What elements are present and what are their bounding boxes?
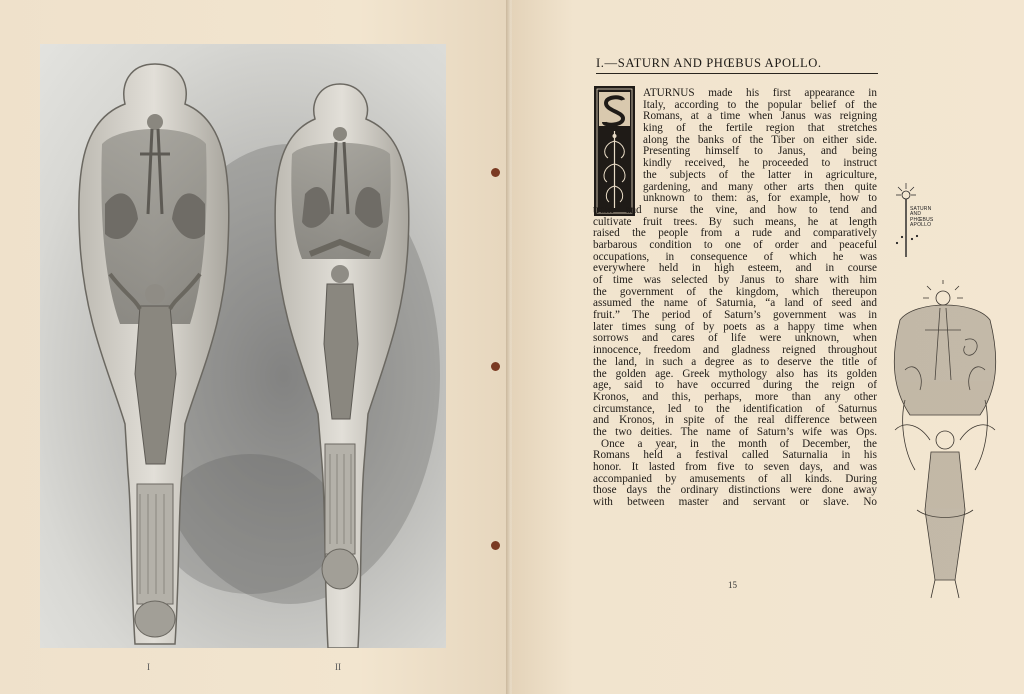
body-line: accompanied by amusements of all kinds. During [593, 473, 877, 485]
body-line: the land, in such a degree as to deserve the title of [593, 356, 877, 368]
saturn-vignette-illustration [885, 280, 1005, 610]
body-line: along the banks of the Tiber on either side. [643, 134, 877, 146]
plate-label-i: I [147, 662, 150, 672]
body-line: with between master and servant or slave. No [593, 497, 877, 509]
body-line: Romans, at a time when Janus was reigning [643, 111, 877, 123]
page-number: 15 [728, 580, 737, 590]
body-line: circumstance, led to the identification of Saturnus [593, 403, 877, 415]
body-line: cultivate fruit trees. By such means, he at length [593, 216, 877, 228]
body-line: the government of the kingdom, which thereupon [593, 286, 877, 298]
body-line: unknown to them: as, for example, how to [643, 193, 877, 205]
body-line: assumed the name of Saturnia, “a land of seed and [593, 298, 877, 310]
body-line: barbarous condition to one of order and peaceful [593, 239, 877, 251]
body-line: everywhere held in high esteem, and in course [593, 263, 877, 275]
spoon-plate-illustration [40, 44, 446, 648]
plate-label-ii: II [335, 662, 341, 672]
body-line: and Kronos, in spite of the real difference between [593, 415, 877, 427]
binding-hole [491, 362, 500, 371]
body-text [593, 88, 877, 509]
body-line: the two deities. The name of Saturn’s wife was Ops. [593, 426, 877, 438]
chapter-title: I.—SATURN AND PHŒBUS APOLLO. [596, 56, 878, 74]
body-line: innocence, freedom and gladness reigned throughout [593, 345, 877, 357]
body-line: the golden age. Greek mythology also has its golden [593, 368, 877, 380]
body-line: raised the people from a rude and comparatively [593, 228, 877, 240]
body-line: gardening, and many other arts then quite [643, 181, 877, 193]
body-line: Italy, according to the popular belief of the [643, 99, 877, 111]
symbol-label-line: APOLLO [910, 222, 932, 229]
body-line: Romans held a festival called Saturnalia in his [593, 450, 877, 462]
spoon-plate-drawing [40, 44, 446, 648]
body-line: Kronos, and this, perhaps, more than any other [593, 391, 877, 403]
body-line: Once a year, in the month of December, the [601, 438, 877, 450]
body-line: the subjects of the latter in agriculture, [643, 169, 877, 181]
binding-hole [491, 541, 500, 550]
body-line: train and nurse the vine, and how to tend and [593, 204, 877, 216]
body-line: those days the ordinary distinctions were done away [593, 485, 877, 497]
symbol-label-line: PHŒBUS [910, 216, 934, 223]
body-line: Presenting himself to Janus, and being [643, 146, 877, 158]
body-line: kindly received, he proceeded to instruct [643, 158, 877, 170]
body-line: ATURNUS made his first appearance in [643, 88, 877, 99]
body-line: honor. It lasted from five to seven days, and was [593, 462, 877, 473]
symbol-label [910, 207, 933, 229]
body-line: occupations, in consequence of which he was [593, 251, 877, 263]
binding-hole [491, 168, 500, 177]
body-line: later times sung of by poets as a happy time when [593, 321, 877, 333]
body-line: age, said to have occurred during the reign of [593, 380, 877, 392]
body-line: king of the fertile region that stretches [643, 123, 877, 135]
body-line: sorrows and cares of life were unknown, when [593, 333, 877, 345]
symbol-label-line: SATURN [910, 206, 932, 212]
body-line: fruit.” The period of Saturn’s government was in [593, 310, 877, 322]
body-line: of time was selected by Janus to share with him [593, 275, 877, 286]
symbol-label-line: AND [910, 211, 922, 218]
